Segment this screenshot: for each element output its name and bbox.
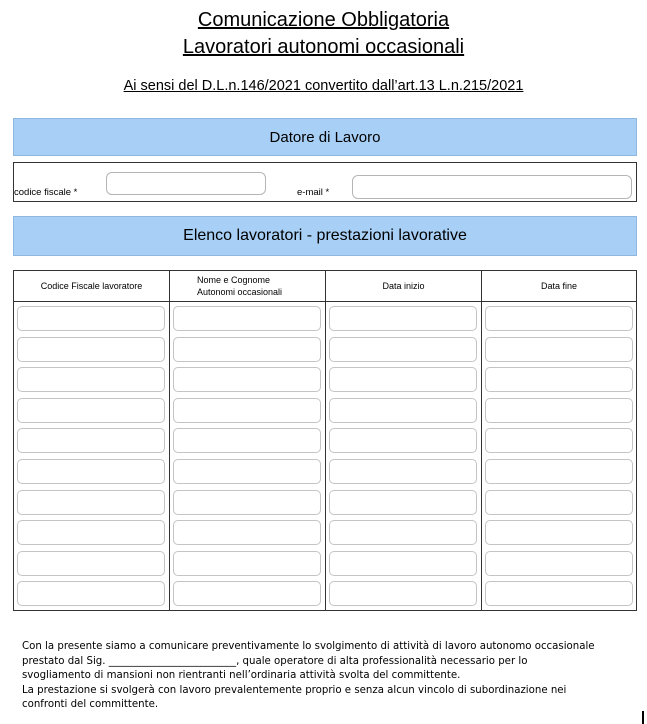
data-inizio-cell[interactable] [329, 306, 477, 331]
column-divider [325, 271, 326, 610]
declaration-line: confronti del committente. [22, 699, 159, 710]
legal-reference: Ai sensi del D.L.n.146/2021 convertito dall’art.13 L.n.215/2021 [123, 78, 524, 94]
column-divider [481, 271, 482, 610]
declaration-text [22, 640, 632, 713]
codice-fiscale-cell[interactable] [17, 581, 165, 606]
nome-cognome-cell[interactable] [173, 459, 321, 484]
nome-cognome-cell[interactable] [173, 551, 321, 576]
nome-cognome-cell[interactable] [173, 398, 321, 423]
data-fine-cell[interactable] [485, 551, 633, 576]
declaration-line: svogliamento di mansioni non rientranti nell’ordinaria attività svolta del committente. [22, 670, 461, 681]
data-inizio-cell[interactable] [329, 367, 477, 392]
codice-fiscale-cell[interactable] [17, 551, 165, 576]
page-edge-mark [642, 711, 644, 724]
elenco-section-title: Elenco lavoratori - prestazioni lavorative [183, 227, 467, 244]
data-inizio-cell[interactable] [329, 428, 477, 453]
data-fine-cell[interactable] [485, 490, 633, 515]
codice-fiscale-cell[interactable] [17, 490, 165, 515]
data-inizio-cell[interactable] [329, 459, 477, 484]
data-fine-cell[interactable] [485, 306, 633, 331]
codice-fiscale-cell[interactable] [17, 428, 165, 453]
nome-cognome-cell[interactable] [173, 490, 321, 515]
data-fine-cell[interactable] [485, 367, 633, 392]
lavoratori-table [13, 270, 637, 611]
data-inizio-cell[interactable] [329, 337, 477, 362]
column-header-data-inizio: Data inizio [326, 271, 481, 302]
page-title: Comunicazione Obbligatoria [197, 9, 450, 31]
nome-cognome-cell[interactable] [173, 306, 321, 331]
nome-cognome-cell[interactable] [173, 428, 321, 453]
data-fine-cell[interactable] [485, 398, 633, 423]
datore-section-header [13, 118, 637, 156]
data-fine-cell[interactable] [485, 459, 633, 484]
codice-fiscale-cell[interactable] [17, 398, 165, 423]
data-fine-cell[interactable] [485, 337, 633, 362]
declaration-line: prestato dal Sig. _________________________, quale operatore di alta professionalità necessario per lo [22, 655, 528, 667]
codice-fiscale-input[interactable] [106, 172, 266, 195]
data-inizio-cell[interactable] [329, 520, 477, 545]
column-header-nome-cognome: Nome e Cognome Autonomi occasionali [170, 271, 325, 302]
codice-fiscale-cell[interactable] [17, 306, 165, 331]
codice-fiscale-cell[interactable] [17, 337, 165, 362]
declaration-line: Con la presente siamo a comunicare preventivamente lo svolgimento di attività di lavoro autonomo occasionale [22, 641, 595, 652]
column-header-data-fine: Data fine [482, 271, 636, 302]
page-subtitle: Lavoratori autonomi occasionali [182, 36, 465, 58]
email-label: e-mail * [297, 187, 330, 198]
data-fine-cell[interactable] [485, 428, 633, 453]
data-fine-cell[interactable] [485, 581, 633, 606]
datore-section-title: Datore di Lavoro [269, 128, 381, 146]
data-inizio-cell[interactable] [329, 490, 477, 515]
data-fine-cell[interactable] [485, 520, 633, 545]
data-inizio-cell[interactable] [329, 398, 477, 423]
column-header-codice-fiscale: Codice Fiscale lavoratore [14, 271, 169, 302]
data-inizio-cell[interactable] [329, 551, 477, 576]
elenco-section-header [13, 216, 637, 256]
declaration-line: La prestazione si svolgerà con lavoro prevalentemente proprio e senza alcun vincolo di subordinazione nei [22, 684, 567, 696]
codice-fiscale-cell[interactable] [17, 520, 165, 545]
data-inizio-cell[interactable] [329, 581, 477, 606]
codice-fiscale-label: codice fiscale * [14, 187, 78, 198]
nome-cognome-cell[interactable] [173, 581, 321, 606]
codice-fiscale-cell[interactable] [17, 367, 165, 392]
nome-cognome-cell[interactable] [173, 520, 321, 545]
datore-fields [13, 162, 637, 202]
nome-cognome-cell[interactable] [173, 337, 321, 362]
email-input[interactable] [352, 175, 632, 199]
column-divider [169, 271, 170, 610]
codice-fiscale-cell[interactable] [17, 459, 165, 484]
nome-cognome-cell[interactable] [173, 367, 321, 392]
